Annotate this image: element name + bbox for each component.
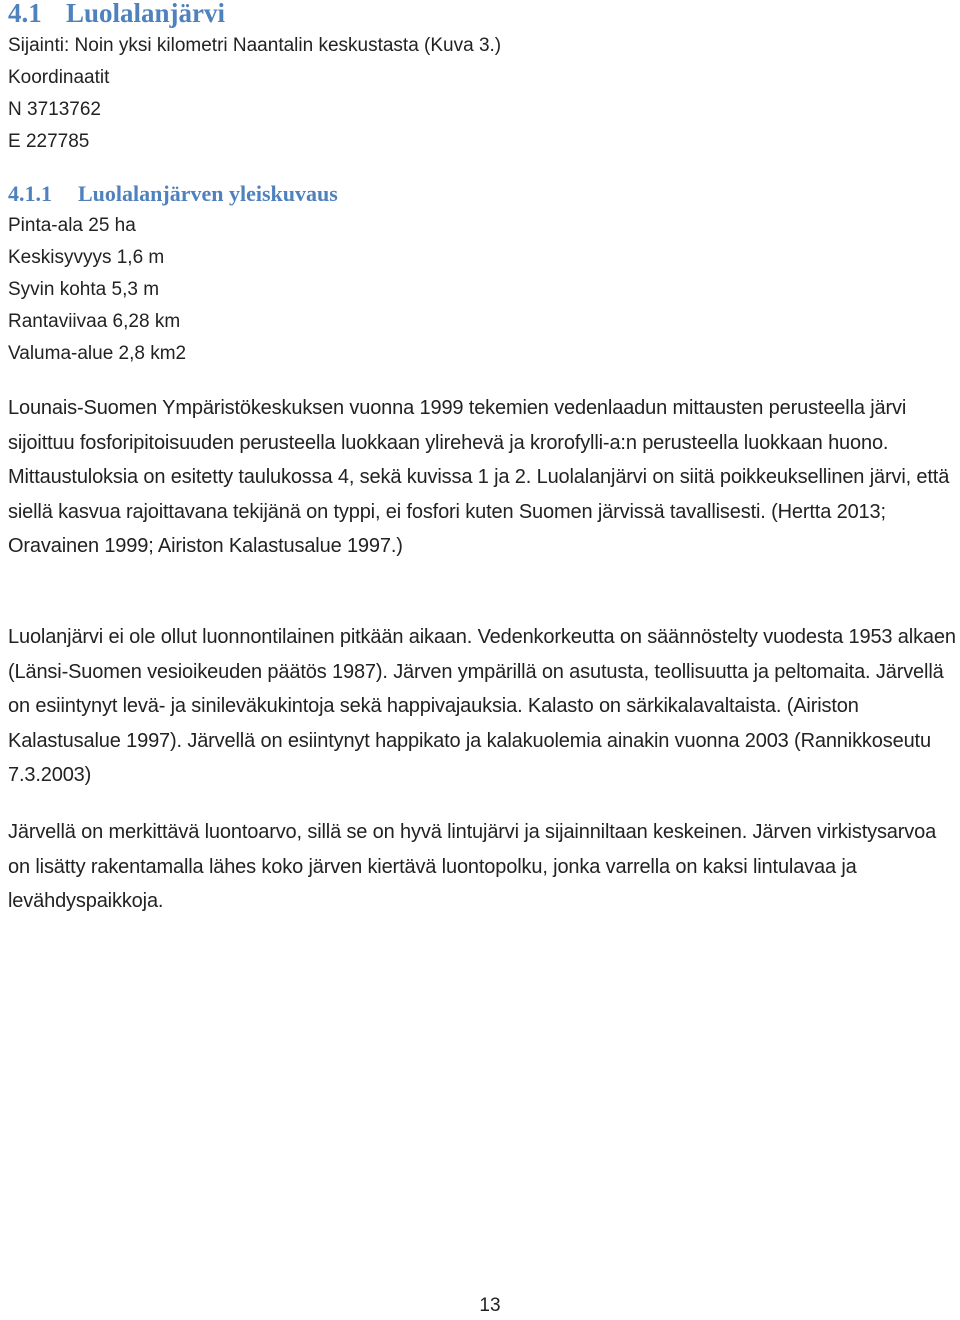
paragraph-history: Luolanjärvi ei ole ollut luonnontilainen pitkään aikaan. Vedenkorkeutta on säännöstelty vuodesta 1953 alkaen (Länsi-Suomen vesioikeuden päätös 1987). Järven ympärillä on asutusta, teollisuutta ja peltomaita. Järvellä on esiintynyt levä- ja sinileväkukintoja sekä happivajauksia. Kalasto on särkikalavaltaista. (Airiston Kalastusalue 1997). Järvellä on esiintynyt happikato ja kalakuolemia ainakin vuonna 2003 (Rannikkoseutu 7.3.2003): [8, 626, 956, 786]
subsection-title: Luolalanjärven yleiskuvaus: [78, 181, 338, 206]
subsection-number: 4.1.1: [8, 181, 52, 206]
fact-catchment: Valuma-alue 2,8 km2: [8, 343, 187, 364]
coordinate-e: E 227785: [8, 131, 90, 152]
section-number: 4.1: [8, 0, 42, 28]
paragraph-nature-value: Järvellä on merkittävä luontoarvo, sillä se on hyvä lintujärvi ja sijainniltaan keskeinen. Järven virkistysarvoa on lisätty rakentamalla lähes koko järven kiertävä luontopolku, jonka varrella on kaksi lintulavaa ja levähdyspaikkoja.: [8, 821, 937, 912]
section-heading: [8, 0, 225, 30]
fact-max-depth: Syvin kohta 5,3 m: [8, 279, 160, 300]
page-number: 13: [479, 1295, 501, 1316]
subsection-heading: [8, 178, 338, 210]
fact-area: Pinta-ala 25 ha: [8, 215, 136, 236]
coordinate-n: N 3713762: [8, 99, 101, 120]
fact-mean-depth: Keskisyvyys 1,6 m: [8, 247, 165, 268]
section-title: Luolalanjärvi: [66, 0, 226, 28]
fact-shoreline: Rantaviivaa 6,28 km: [8, 311, 181, 332]
coordinates-label: Koordinaatit: [8, 67, 110, 88]
paragraph-water-quality: Lounais-Suomen Ympäristökeskuksen vuonna 1999 tekemien vedenlaadun mittausten perusteella järvi sijoittuu fosforipitoisuuden perusteella luokkaan ylirehevä ja krorofylli-a:n perusteella luokkaan huono. Mittaustuloksia on esitetty taulukossa 4, sekä kuvissa 1 ja 2. Luolalanjärvi on siitä poikkeuksellinen järvi, että siellä kasvua rajoittavana tekijänä on typpi, ei fosfori kuten Suomen järvissä tavallisesti. (Hertta 2013; Oravainen 1999; Airiston Kalastusalue 1997.): [8, 397, 950, 557]
location-line: Sijainti: Noin yksi kilometri Naantalin keskustasta (Kuva 3.): [8, 35, 502, 56]
